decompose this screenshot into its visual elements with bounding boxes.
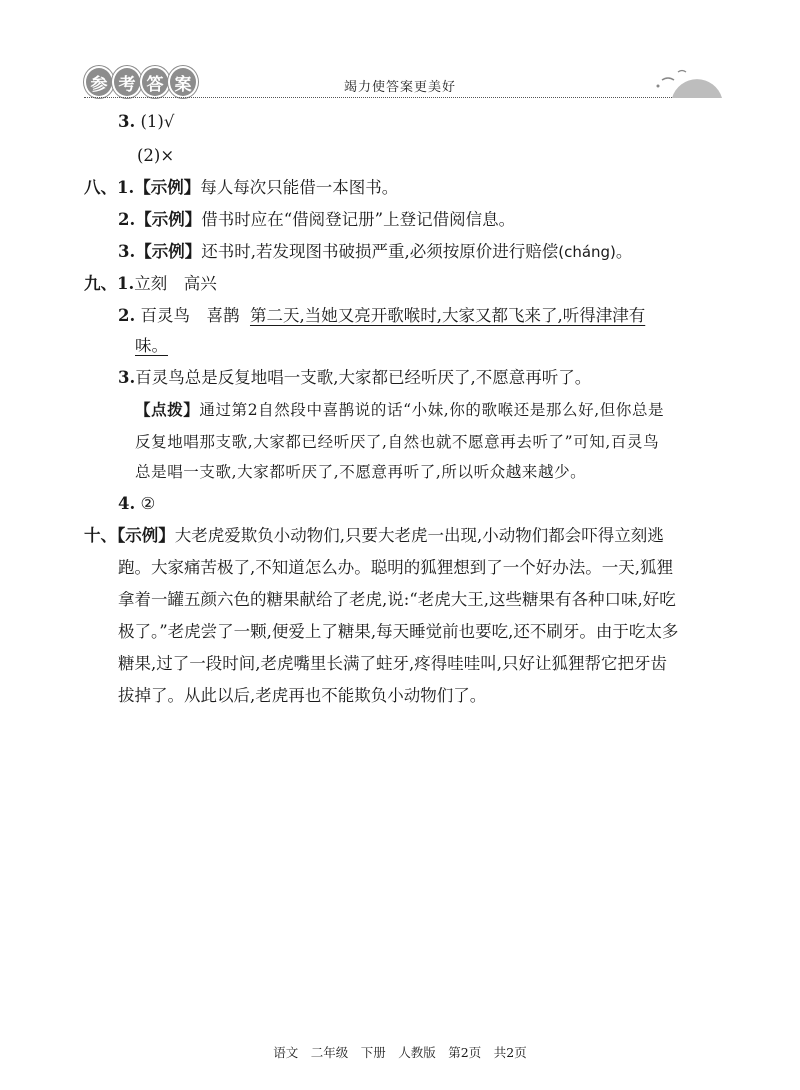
pinyin-annotation: (cháng) — [558, 243, 616, 261]
answer-text: 百灵鸟 喜鹊 — [140, 306, 240, 325]
header-divider — [84, 97, 716, 98]
question-number: 3. — [118, 242, 136, 261]
answer-text: 每人每次只能借一本图书。 — [200, 178, 399, 197]
example-tag: 【示例】 — [135, 210, 202, 229]
q7-3-line-2 — [137, 144, 174, 168]
q7-3-line-1 — [118, 110, 174, 134]
answer-text: (1)√ — [140, 112, 175, 131]
underlined-sentence: 味。 — [135, 336, 168, 355]
example-tag: 【示例】 — [135, 242, 202, 261]
logo-char: 答 — [140, 66, 170, 98]
logo-char: 考 — [112, 66, 142, 98]
s8-line-3 — [118, 240, 632, 264]
s9-hint-line-1 — [135, 398, 664, 422]
answer-text: 还书时,若发现图书破损严重,必须按原价进行赔偿 — [201, 242, 559, 261]
s10-line-4 — [118, 620, 678, 644]
hint-text: 通过第2自然段中喜鹊说的话“小妹,你的歌喉还是那么好,但你总是 — [199, 401, 665, 419]
s10-line-2 — [118, 556, 673, 580]
essay-text: 大老虎爱欺负小动物们,只要大老虎一出现,小动物们都会吓得立刻逃 — [174, 526, 664, 545]
underlined-sentence: 第二天,当她又亮开歌喉时,大家又都飞来了,听得津津有 — [249, 306, 646, 325]
s9-hint-line-2 — [135, 430, 659, 454]
answer-text: (2)× — [137, 146, 175, 165]
s9-line-3 — [118, 366, 591, 390]
logo-char: 参 — [84, 66, 114, 98]
section-number: 十、 — [84, 526, 117, 545]
s10-line-5 — [118, 652, 667, 676]
hint-text: 总是唱一支歌,大家都听厌了,不愿意再听了,所以听众越来越少。 — [135, 463, 587, 481]
essay-text: 拿着一罐五颜六色的糖果献给了老虎,说:“老虎大王,这些糖果有各种口味,好吃 — [118, 590, 676, 609]
hint-tag: 【点拨】 — [135, 400, 200, 419]
essay-text: 拔掉了。从此以后,老虎再也不能欺负小动物们了。 — [118, 686, 487, 705]
s9-line-1 — [84, 272, 217, 296]
answer-text: 借书时应在“借阅登记册”上登记借阅信息。 — [201, 210, 516, 229]
s10-line-1 — [84, 524, 664, 548]
essay-text: 跑。大家痛苦极了,不知道怎么办。聪明的狐狸想到了一个好办法。一天,狐狸 — [118, 558, 673, 577]
question-number: 2. — [118, 306, 136, 325]
question-number: 3. — [118, 368, 136, 387]
section-number: 八、1. — [84, 178, 135, 197]
s9-line-2b — [135, 334, 168, 358]
hint-text: 反复地唱那支歌,大家都已经听厌了,自然也就不愿意再去听了”可知,百灵鸟 — [135, 433, 660, 451]
answer-text: ② — [140, 494, 156, 513]
answer-text: 。 — [615, 242, 633, 261]
question-number: 2. — [118, 210, 136, 229]
header-title: 竭力使答案更美好 — [343, 80, 456, 95]
s10-line-3 — [118, 588, 676, 612]
s8-line-2 — [118, 208, 515, 232]
page-header — [0, 0, 800, 110]
s9-hint-line-3 — [135, 460, 586, 484]
s9-line-2 — [118, 304, 645, 328]
logo-char: 案 — [168, 66, 198, 98]
essay-text: 极了。”老虎尝了一颗,便爱上了糖果,每天睡觉前也要吃,还不刷牙。由于吃太多 — [118, 622, 679, 641]
answer-text: 百灵鸟总是反复地唱一支歌,大家都已经听厌了,不愿意再听了。 — [135, 368, 592, 387]
s8-line-1 — [84, 176, 398, 200]
section-number: 九、1. — [84, 274, 135, 293]
s9-line-4 — [118, 492, 155, 516]
answer-text: 立刻 高兴 — [134, 274, 217, 293]
s10-line-6 — [118, 684, 486, 708]
question-number: 3. — [118, 112, 136, 131]
question-number: 4. — [118, 494, 136, 513]
example-tag: 【示例】 — [117, 526, 175, 545]
sun-mountain-icon — [654, 58, 724, 102]
page-footer: 语文 二年级 下册 人教版 第2页 共2页 — [273, 1045, 527, 1060]
example-tag: 【示例】 — [134, 178, 201, 197]
essay-text: 糖果,过了一段时间,老虎嘴里长满了蛀牙,疼得哇哇叫,只好让狐狸帮它把牙齿 — [118, 654, 667, 673]
